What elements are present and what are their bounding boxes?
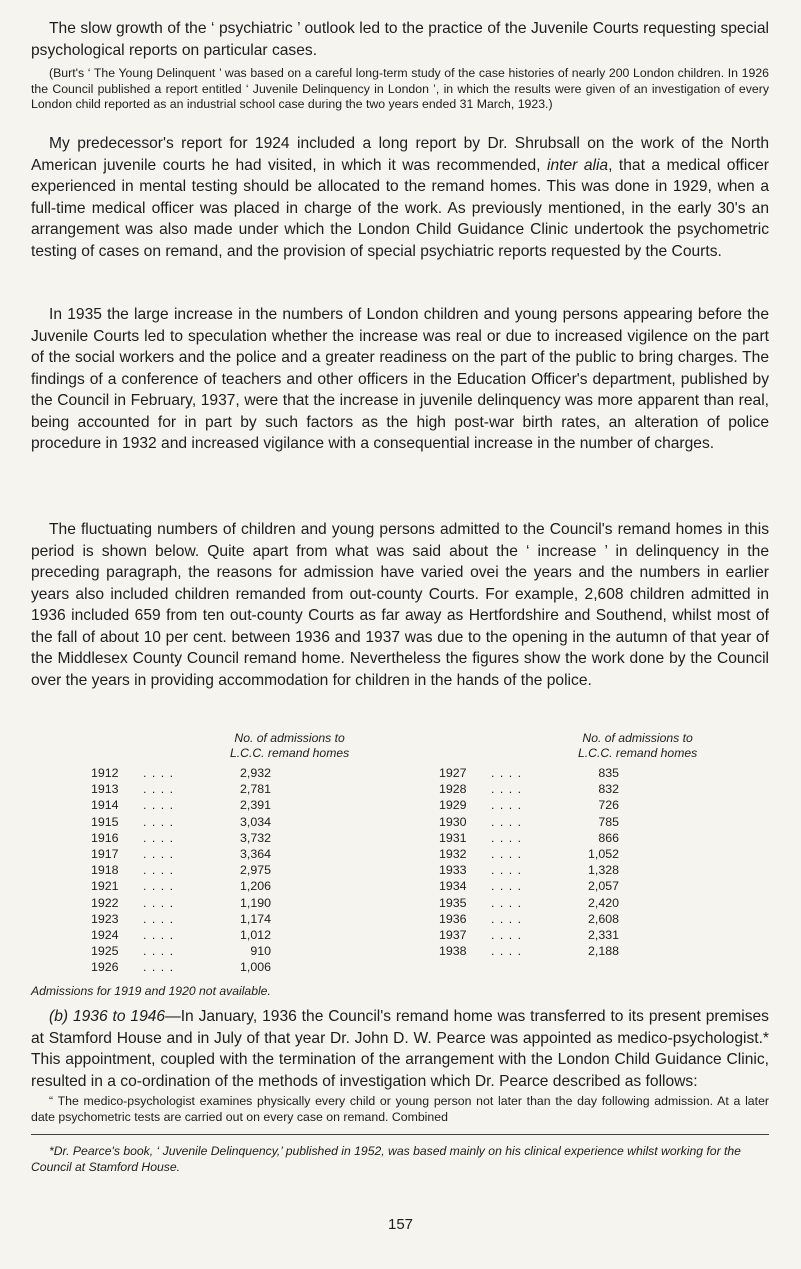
table-note: Admissions for 1919 and 1920 not available. <box>31 984 271 998</box>
footnote-divider <box>31 1134 769 1135</box>
header-line: L.C.C. remand homes <box>578 746 698 760</box>
admissions-cell: 2,331 <box>587 927 619 942</box>
header-line: No. of admissions to <box>582 731 693 745</box>
table-row <box>91 895 271 911</box>
leader-dots: . . . . <box>143 814 175 829</box>
paragraph-fluctuating-numbers: The fluctuating numbers of children and young persons admitted to the Council's remand homes in this period is shown below. Quite apart from what was said about the ‘ increase ’ in delinquency in the preceding paragraph, the reasons for admission have varied ovei the years and the numbers in earlier years also included children remanded from out-county Courts. For example, 2,608 children admitted in 1936 included 659 from ten out-county Courts as far away as Hertfordshire and Southend, whilst most of the fall of about 10 per cent. between 1936 and 1937 was due to the opening in the autumn of that year of the Middlesex County Council remand home. Nevertheless the figures show the work done by the Council over the years in providing accommodation for children in the hands of the police. <box>31 521 769 689</box>
leader-dots: . . . . <box>491 863 523 878</box>
italic-text: (b) 1936 to 1946 <box>49 1008 166 1025</box>
year-cell: 1922 <box>91 895 119 910</box>
admissions-cell: 835 <box>598 766 619 780</box>
table-row <box>439 846 619 862</box>
admissions-cell: 832 <box>598 782 619 797</box>
admissions-cell: 2,975 <box>239 863 271 878</box>
table-row <box>91 830 271 846</box>
table-row <box>439 797 619 813</box>
table-header-left <box>230 731 349 761</box>
leader-dots: . . . . <box>143 830 175 845</box>
leader-dots: . . . . <box>491 782 523 797</box>
table-row <box>91 862 271 878</box>
table-row <box>91 814 271 830</box>
table-row <box>91 943 271 959</box>
admissions-cell: 866 <box>598 830 619 845</box>
leader-dots: . . . . <box>491 879 523 894</box>
table-header-right <box>578 731 697 761</box>
admissions-cell: 1,006 <box>239 960 271 975</box>
year-cell: 1916 <box>91 830 119 845</box>
leader-dots: . . . . <box>491 766 523 780</box>
admissions-cell: 726 <box>598 798 619 813</box>
year-cell: 1918 <box>91 863 119 878</box>
leader-dots: . . . . <box>143 782 175 797</box>
header-line: No. of admissions to <box>234 731 345 745</box>
admissions-cell: 1,052 <box>587 846 619 861</box>
admissions-cell: 2,188 <box>587 944 619 959</box>
admissions-cell: 2,391 <box>239 798 271 813</box>
paragraph-1936-1946 <box>31 1006 769 1092</box>
table-row <box>439 878 619 894</box>
table-row <box>439 862 619 878</box>
table-row <box>439 765 619 781</box>
table-row <box>439 814 619 830</box>
admissions-cell: 3,364 <box>239 846 271 861</box>
year-cell: 1927 <box>439 766 467 780</box>
leader-dots: . . . . <box>143 927 175 942</box>
paragraph-intro: The slow growth of the ‘ psychiatric ’ outlook led to the practice of the Juvenile Courts requesting special psychological reports on particular cases. <box>31 20 769 59</box>
leader-dots: . . . . <box>143 944 175 959</box>
year-cell: 1924 <box>91 927 119 942</box>
paragraph-quote: “ The medico-psychologist examines physically every child or young person not later than the day following admission. At a later date psychometric tests are carried out on every case on remand. Combined <box>31 1094 769 1124</box>
year-cell: 1928 <box>439 782 467 797</box>
admissions-cell: 1,190 <box>239 895 271 910</box>
leader-dots: . . . . <box>143 846 175 861</box>
table-row <box>91 911 271 927</box>
year-cell: 1934 <box>439 879 467 894</box>
text-run: , that a medical officer experienced in mental testing should be allocated to the remand homes. This was done in 1929, when a full-time medical officer was placed in charge of the work. As previously mentioned, in the early 30's an arrangement was also made under which the London Child Guidance Clinic undertook the psychometric testing of cases on remand, and the provision of special psychiatric reports requested by the Courts. <box>31 156 769 260</box>
leader-dots: . . . . <box>143 895 175 910</box>
table-row <box>91 959 271 975</box>
table-row <box>91 781 271 797</box>
admissions-cell: 3,034 <box>239 814 271 829</box>
year-cell: 1921 <box>91 879 119 894</box>
year-cell: 1936 <box>439 911 467 926</box>
text-run: —In January, 1936 the Council's remand home was transferred to its present premises at Stamford House and in July of that year Dr. John D. W. Pearce was appointed as medico-psychologist.* This appointment, coupled with the termination of the arrangement with the London Child Guidance Clinic, resulted in a co-ordination of the methods of investigation which Dr. Pearce described as follows: <box>31 1008 769 1090</box>
leader-dots: . . . . <box>491 911 523 926</box>
table-row <box>439 943 619 959</box>
footnote: *Dr. Pearce's book, ‘ Juvenile Delinquency,’ published in 1952, was based mainly on his clinical experience whilst working for the Council at Stamford House. <box>31 1144 741 1174</box>
admissions-cell: 2,932 <box>239 766 271 780</box>
year-cell: 1932 <box>439 846 467 861</box>
table-row <box>91 797 271 813</box>
admissions-cell: 2,420 <box>587 895 619 910</box>
leader-dots: . . . . <box>143 798 175 813</box>
paragraph-1935-increase: In 1935 the large increase in the numbers of London children and young persons appearing before the Juvenile Courts led to speculation whether the increase was real or due to increased vigilence on the part of the social workers and the police and a greater readiness on the part of the public to bring charges. The findings of a conference of teachers and other officers in the Education Officer's department, published by the Council in February, 1937, were that the increase in juvenile delinquency was more apparent than real, being accounted for in part by such factors as the high post-war birth rates, an alteration of police procedure in 1932 and increased vigilance with a consequential increase in the number of charges. <box>31 306 769 452</box>
leader-dots: . . . . <box>143 960 175 975</box>
leader-dots: . . . . <box>491 798 523 813</box>
admissions-cell: 785 <box>598 814 619 829</box>
admissions-cell: 2,608 <box>587 911 619 926</box>
year-cell: 1913 <box>91 782 119 797</box>
year-cell: 1912 <box>91 766 119 780</box>
table-row <box>439 830 619 846</box>
year-cell: 1937 <box>439 927 467 942</box>
admissions-cell: 2,781 <box>239 782 271 797</box>
table-column-right <box>439 765 619 959</box>
year-cell: 1933 <box>439 863 467 878</box>
year-cell: 1929 <box>439 798 467 813</box>
year-cell: 1938 <box>439 944 467 959</box>
admissions-cell: 1,328 <box>587 863 619 878</box>
year-cell: 1915 <box>91 814 119 829</box>
admissions-cell: 1,174 <box>239 911 271 926</box>
table-row <box>91 765 271 781</box>
leader-dots: . . . . <box>491 927 523 942</box>
paragraph-predecessor-report <box>31 133 769 262</box>
table-row <box>91 927 271 943</box>
leader-dots: . . . . <box>143 766 175 780</box>
leader-dots: . . . . <box>491 814 523 829</box>
admissions-cell: 1,206 <box>239 879 271 894</box>
year-cell: 1925 <box>91 944 119 959</box>
admissions-cell: 3,732 <box>239 830 271 845</box>
year-cell: 1914 <box>91 798 119 813</box>
table-row <box>439 781 619 797</box>
paragraph-burt-note: (Burt's ‘ The Young Delinquent ’ was based on a careful long-term study of the case histories of nearly 200 London children. In 1926 the Council published a report entitled ‘ Juvenile Delinquency in London ’, in which the results were given of an investigation of every London child reported as an industrial school case during the two years ended 31 March, 1923.) <box>31 66 769 112</box>
year-cell: 1930 <box>439 814 467 829</box>
table-row <box>439 895 619 911</box>
year-cell: 1935 <box>439 895 467 910</box>
leader-dots: . . . . <box>491 895 523 910</box>
leader-dots: . . . . <box>491 846 523 861</box>
page-number: 157 <box>387 1216 414 1233</box>
leader-dots: . . . . <box>143 879 175 894</box>
year-cell: 1917 <box>91 846 119 861</box>
table-row <box>91 846 271 862</box>
admissions-cell: 1,012 <box>239 927 271 942</box>
header-line: L.C.C. remand homes <box>230 746 350 760</box>
table-row <box>439 927 619 943</box>
year-cell: 1926 <box>91 960 119 975</box>
leader-dots: . . . . <box>143 911 175 926</box>
year-cell: 1923 <box>91 911 119 926</box>
admissions-cell: 910 <box>250 944 271 959</box>
admissions-cell: 2,057 <box>587 879 619 894</box>
year-cell: 1931 <box>439 830 467 845</box>
text-run: My predecessor's report for 1924 included a long report by Dr. Shrubsall on the work of the North American juvenile courts he had visited, in which it was recommended, <box>31 135 769 174</box>
leader-dots: . . . . <box>491 944 523 959</box>
table-column-left <box>91 765 271 975</box>
table-row <box>439 911 619 927</box>
leader-dots: . . . . <box>491 830 523 845</box>
italic-text: inter alia <box>547 156 609 174</box>
table-row <box>91 878 271 894</box>
leader-dots: . . . . <box>143 863 175 878</box>
